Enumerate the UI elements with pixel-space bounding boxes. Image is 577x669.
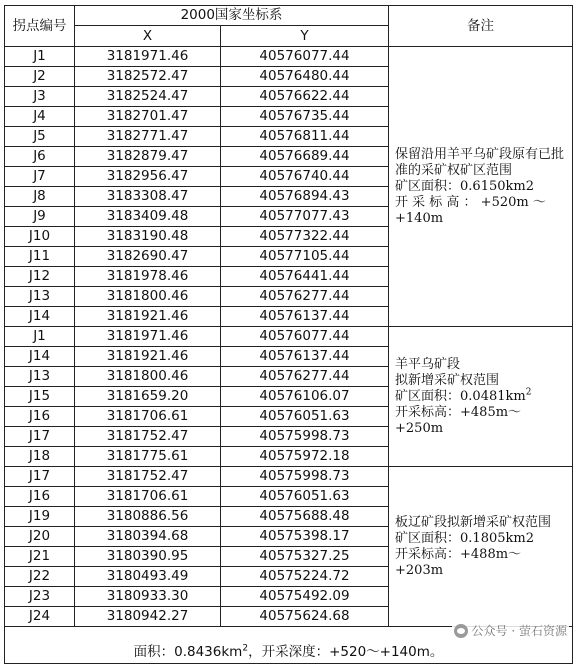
y-value: 40576137.44	[221, 347, 389, 367]
note-cell-group-1	[389, 47, 573, 327]
x-value: 3181971.46	[75, 47, 221, 67]
wechat-icon	[454, 624, 468, 638]
note-description: 板辽矿段拟新增采矿权范围	[395, 514, 552, 530]
coordinate-table	[4, 5, 573, 664]
x-value: 3183190.48	[75, 227, 221, 247]
point-id: J9	[5, 207, 75, 227]
y-value: 40576480.44	[221, 67, 389, 87]
y-value: 40577105.44	[221, 247, 389, 267]
x-value: 3182690.47	[75, 247, 221, 267]
y-value: 40575688.48	[221, 507, 389, 527]
x-value: 3182701.47	[75, 107, 221, 127]
point-id: J2	[5, 67, 75, 87]
y-value: 40575998.73	[221, 427, 389, 447]
point-id: J10	[5, 227, 75, 247]
footer-area-superscript: 2	[242, 643, 249, 654]
y-value: 40576811.44	[221, 127, 389, 147]
point-id: J5	[5, 127, 75, 147]
x-value: 3180933.30	[75, 587, 221, 607]
y-value: 40576277.44	[221, 367, 389, 387]
point-id: J14	[5, 307, 75, 327]
x-value: 3180390.95	[75, 547, 221, 567]
x-value: 3182956.47	[75, 167, 221, 187]
point-id: J1	[5, 47, 75, 67]
footer-area-text: 面积：0.8436km	[133, 644, 243, 660]
y-value: 40575327.25	[221, 547, 389, 567]
point-id: J3	[5, 87, 75, 107]
point-id: J17	[5, 427, 75, 447]
x-value: 3182572.47	[75, 67, 221, 87]
y-value: 40575224.72	[221, 567, 389, 587]
note-description: 保留沿用羊平乌矿段原有已批准的采矿权矿区范围	[395, 146, 565, 178]
x-value: 3181800.46	[75, 287, 221, 307]
x-value: 3181775.61	[75, 447, 221, 467]
footer-depth-text: ，开采深度：+520～+140m。	[248, 644, 444, 660]
x-value: 3181800.46	[75, 367, 221, 387]
note-elevation: 开采标高：+485m～+250m	[395, 404, 522, 436]
note-cell-group-3	[389, 467, 573, 627]
x-value: 3181659.20	[75, 387, 221, 407]
x-value: 3182524.47	[75, 87, 221, 107]
x-value: 3181978.46	[75, 267, 221, 287]
x-value: 3183409.48	[75, 207, 221, 227]
y-value: 40576077.44	[221, 47, 389, 67]
point-id: J18	[5, 447, 75, 467]
point-id: J11	[5, 247, 75, 267]
note-area: 矿区面积：0.1805km2	[395, 530, 534, 546]
point-id: J15	[5, 387, 75, 407]
point-id: J13	[5, 367, 75, 387]
x-value: 3180942.27	[75, 607, 221, 627]
note-header: 备注	[389, 6, 573, 47]
y-value: 40576735.44	[221, 107, 389, 127]
point-id: J24	[5, 607, 75, 627]
x-column-header: X	[75, 26, 221, 47]
x-value: 3181752.47	[75, 427, 221, 447]
point-id: J16	[5, 487, 75, 507]
x-value: 3182771.47	[75, 127, 221, 147]
y-value: 40576441.44	[221, 267, 389, 287]
x-value: 3180493.49	[75, 567, 221, 587]
note-area: 矿区面积：0.6150km2	[395, 178, 534, 194]
x-value: 3183308.47	[75, 187, 221, 207]
coordinate-system-header: 2000国家坐标系	[75, 6, 389, 26]
x-value: 3181921.46	[75, 307, 221, 327]
y-value: 40576894.43	[221, 187, 389, 207]
point-id: J8	[5, 187, 75, 207]
note-area-superscript: 2	[525, 387, 532, 398]
point-number-header: 拐点编号	[5, 6, 75, 47]
x-value: 3181971.46	[75, 327, 221, 347]
note-cell-group-2	[389, 327, 573, 467]
y-value: 40576106.07	[221, 387, 389, 407]
point-id: J6	[5, 147, 75, 167]
y-column-header: Y	[221, 26, 389, 47]
y-value: 40576051.63	[221, 487, 389, 507]
point-id: J7	[5, 167, 75, 187]
note-elevation: 开采标高：+488m～+203m	[395, 546, 522, 578]
note-description-1: 羊平乌矿段	[395, 356, 461, 372]
y-value: 40575972.18	[221, 447, 389, 467]
y-value: 40577322.44	[221, 227, 389, 247]
point-id: J14	[5, 347, 75, 367]
x-value: 3180394.68	[75, 527, 221, 547]
note-description-2: 拟新增采矿权范围	[395, 372, 500, 388]
table-row	[5, 47, 573, 67]
x-value: 3182879.47	[75, 147, 221, 167]
table-row	[5, 327, 573, 347]
y-value: 40576740.44	[221, 167, 389, 187]
note-area-text: 矿区面积：0.0481km	[395, 388, 526, 404]
point-id: J1	[5, 327, 75, 347]
y-value: 40576051.63	[221, 407, 389, 427]
y-value: 40575998.73	[221, 467, 389, 487]
x-value: 3181752.47	[75, 467, 221, 487]
point-id: J21	[5, 547, 75, 567]
watermark-text: 公众号 · 萤石资源	[471, 624, 567, 638]
y-value: 40575398.17	[221, 527, 389, 547]
table-row	[5, 467, 573, 487]
x-value: 3180886.56	[75, 507, 221, 527]
point-id: J4	[5, 107, 75, 127]
y-value: 40576622.44	[221, 87, 389, 107]
point-id: J12	[5, 267, 75, 287]
point-id: J20	[5, 527, 75, 547]
y-value: 40576689.44	[221, 147, 389, 167]
point-id: J22	[5, 567, 75, 587]
note-elevation: 开 采 标 高 ： +520m ～ +140m	[395, 194, 546, 226]
point-id: J13	[5, 287, 75, 307]
x-value: 3181921.46	[75, 347, 221, 367]
y-value: 40575624.68	[221, 607, 389, 627]
y-value: 40576277.44	[221, 287, 389, 307]
note-area	[395, 389, 568, 405]
y-value: 40576137.44	[221, 307, 389, 327]
x-value: 3181706.61	[75, 407, 221, 427]
y-value: 40575492.09	[221, 587, 389, 607]
y-value: 40577077.43	[221, 207, 389, 227]
watermark	[452, 622, 569, 639]
point-id: J19	[5, 507, 75, 527]
header-row-1	[5, 6, 573, 26]
table-body	[5, 47, 573, 664]
point-id: J23	[5, 587, 75, 607]
x-value: 3181706.61	[75, 487, 221, 507]
point-id: J17	[5, 467, 75, 487]
point-id: J16	[5, 407, 75, 427]
y-value: 40576077.44	[221, 327, 389, 347]
